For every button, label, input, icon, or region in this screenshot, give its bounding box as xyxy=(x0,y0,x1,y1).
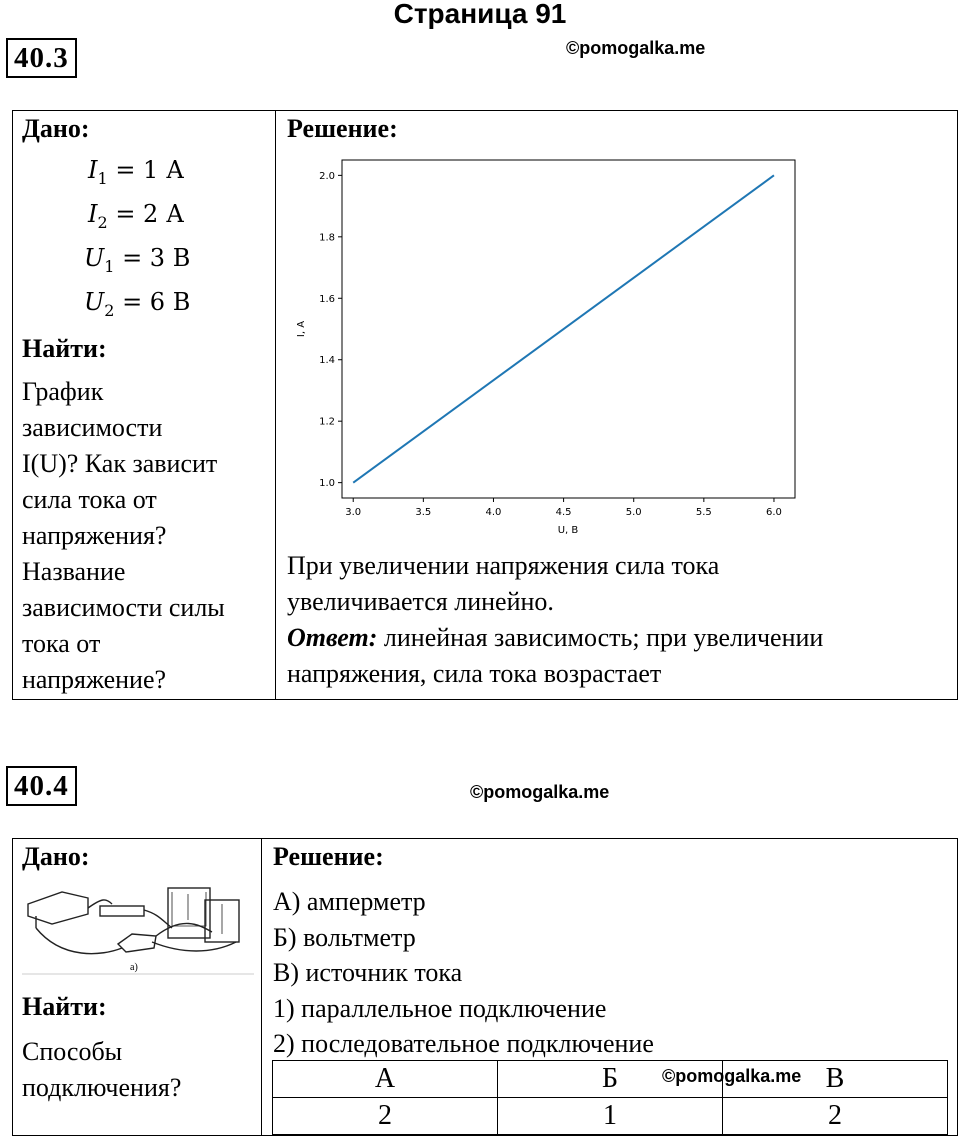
x-tick-label: 5.0 xyxy=(625,507,642,518)
page-title: Страница 91 xyxy=(393,0,567,29)
find-line: напряжение? xyxy=(22,665,167,694)
given-symbol: U xyxy=(84,244,105,272)
x-tick-label: 6.0 xyxy=(766,507,782,518)
y-axis-ticks xyxy=(319,171,342,489)
given-u1 xyxy=(84,244,190,276)
figure-caption: а) xyxy=(130,962,138,973)
y-axis-label: I, A xyxy=(296,320,307,338)
given-symbol: I xyxy=(88,200,98,228)
conclusion-text xyxy=(287,548,823,692)
task-number-40-4: 40.4 xyxy=(6,766,77,806)
find-line: Способы xyxy=(22,1037,123,1066)
table-header-cell: А xyxy=(273,1061,498,1098)
iu-chart xyxy=(286,150,806,550)
table-header-cell: Б xyxy=(498,1061,723,1098)
answer-text: линейная зависимость; при увеличении xyxy=(377,623,824,652)
answer-label: Ответ: xyxy=(287,623,378,652)
watermark: ©pomogalka.me xyxy=(566,38,706,58)
switch-icon xyxy=(118,934,156,952)
table-cell: 2 xyxy=(722,1098,947,1135)
given-subscript: 1 xyxy=(97,168,108,188)
y-tick-label: 1.4 xyxy=(319,355,335,367)
find-line: зависимости xyxy=(22,413,163,442)
x-axis-ticks xyxy=(345,498,782,518)
given-subscript: 2 xyxy=(97,212,108,232)
x-axis-label: U, B xyxy=(557,525,579,536)
y-tick-label: 1.2 xyxy=(319,416,335,428)
find-line: подключения? xyxy=(22,1073,182,1102)
y-tick-label: 1.8 xyxy=(319,232,335,244)
find-line: тока от xyxy=(22,629,101,658)
power-source-icon xyxy=(28,892,88,924)
solution-label: Решение: xyxy=(273,842,384,871)
find-line: сила тока от xyxy=(22,485,157,514)
solution-line: 2) последовательное подключение xyxy=(273,1029,654,1058)
find-line: напряжения? xyxy=(22,521,167,550)
solution-label: Решение: xyxy=(287,114,398,143)
table-header-cell: В xyxy=(722,1061,947,1098)
circuit-figure xyxy=(22,876,254,980)
given-subscript: 2 xyxy=(104,300,115,320)
solution-line: Б) вольтметр xyxy=(273,922,416,952)
answer-line xyxy=(287,620,823,656)
find-text xyxy=(22,374,225,698)
given-i1 xyxy=(88,156,184,188)
find-line: График xyxy=(22,377,104,406)
x-tick-label: 4.0 xyxy=(485,507,502,518)
given-subscript: 1 xyxy=(104,256,115,276)
given-value: = 3 В xyxy=(122,244,191,272)
find-label: Найти: xyxy=(22,334,107,363)
series-line xyxy=(353,175,774,482)
x-tick-label: 3.0 xyxy=(345,507,362,518)
column-divider xyxy=(275,110,276,700)
table-header-row xyxy=(273,1061,948,1098)
table-row xyxy=(273,1098,948,1135)
connection-table xyxy=(272,1060,948,1135)
given-value: = 6 В xyxy=(122,288,191,316)
find-line: Название xyxy=(22,557,126,586)
x-tick-label: 5.5 xyxy=(695,507,712,518)
x-tick-label: 3.5 xyxy=(415,507,432,518)
ammeter-icon xyxy=(168,888,210,938)
given-symbol: U xyxy=(84,288,105,316)
watermark: ©pomogalka.me xyxy=(470,782,610,802)
wire xyxy=(156,923,212,936)
y-tick-label: 1.0 xyxy=(319,478,335,490)
find-label: Найти: xyxy=(22,992,107,1021)
wire xyxy=(152,942,236,951)
solution-line: 1) параллельное подключение xyxy=(273,993,607,1023)
watermark: ©pomogalka.me xyxy=(662,1066,802,1086)
x-tick-label: 4.5 xyxy=(555,507,572,518)
given-label: Дано: xyxy=(22,114,90,143)
wire xyxy=(36,928,122,954)
conclusion-line: При увеличении напряжения сила тока xyxy=(287,551,720,580)
given-i2 xyxy=(88,200,184,232)
solution-text xyxy=(273,884,654,1062)
column-divider xyxy=(261,838,262,1136)
table-cell: 2 xyxy=(273,1098,498,1135)
find-line: I(U)? Как зависит xyxy=(22,449,218,478)
given-label: Дано: xyxy=(22,842,90,871)
resistor-icon xyxy=(100,906,144,916)
task-number-40-3: 40.3 xyxy=(6,38,77,78)
given-value: = 2 А xyxy=(115,200,185,228)
y-tick-label: 1.6 xyxy=(319,293,335,305)
conclusion-line: увеличивается линейно. xyxy=(287,587,554,616)
find-text xyxy=(22,1034,181,1106)
answer-line-2: напряжения, сила тока возрастает xyxy=(287,659,662,688)
y-tick-label: 2.0 xyxy=(319,170,335,182)
solution-line: А) амперметр xyxy=(273,887,426,916)
solution-line: В) источник тока xyxy=(273,958,463,987)
find-line: зависимости силы xyxy=(22,593,225,622)
given-u2 xyxy=(84,288,190,320)
table-cell: 1 xyxy=(498,1098,723,1135)
given-value: = 1 А xyxy=(115,156,185,184)
given-symbol: I xyxy=(88,156,98,184)
